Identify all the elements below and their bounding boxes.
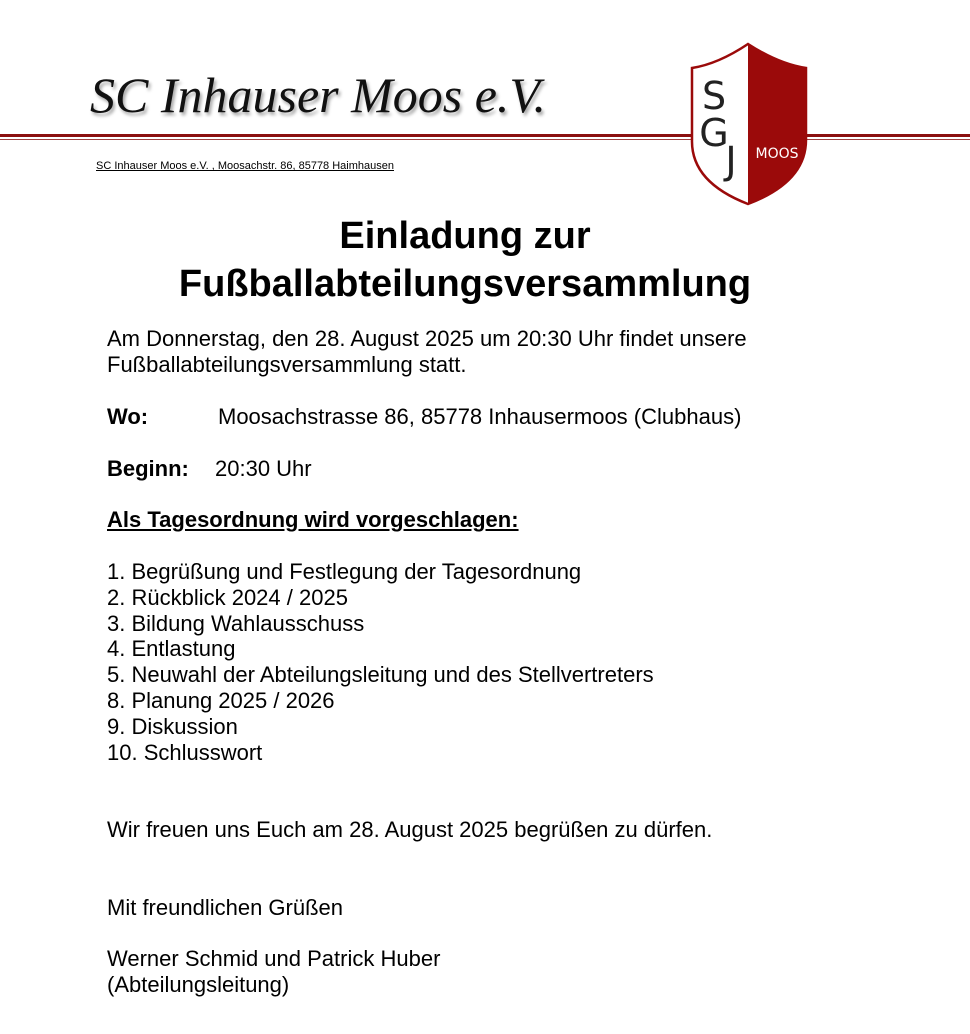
- svg-text:S: S: [701, 74, 727, 118]
- agenda-item: 5. Neuwahl der Abteilungsleitung und des Stellvertreters: [107, 662, 654, 688]
- document-title-line-1: Einladung zur: [339, 215, 591, 257]
- closing-greeting: Mit freundlichen Grüßen: [107, 895, 343, 920]
- intro-line-2: Fußballabteilungsversammlung statt.: [107, 352, 467, 377]
- signatory-names: Werner Schmid und Patrick Huber: [107, 946, 441, 971]
- agenda-item: 3. Bildung Wahlausschuss: [107, 610, 365, 636]
- where-value: Moosachstrasse 86, 85778 Inhausermoos (Clubhaus): [218, 404, 742, 429]
- agenda-item: 4. Entlastung: [107, 636, 236, 662]
- agenda-item: 9. Diskussion: [107, 713, 238, 739]
- agenda-list: [107, 559, 654, 765]
- intro-line-1: Am Donnerstag, den 28. August 2025 um 20:30 Uhr findet unsere: [107, 326, 747, 351]
- club-crest-logo: [686, 42, 811, 207]
- letterhead-rule: [0, 134, 970, 137]
- signatory-role: (Abteilungsleitung): [107, 972, 290, 997]
- start-value: 20:30 Uhr: [215, 456, 312, 481]
- document-title-line-2: Fußballabteilungsversammlung: [178, 263, 752, 305]
- agenda-item: 1. Begrüßung und Festlegung der Tagesordnung: [107, 559, 582, 584]
- agenda-item: 2. Rückblick 2024 / 2025: [107, 584, 348, 610]
- club-name-heading: SC Inhauser Moos e.V.: [90, 67, 547, 123]
- svg-text:MOOS: MOOS: [755, 146, 799, 162]
- start-label: Beginn:: [107, 456, 189, 481]
- closing-message: Wir freuen uns Euch am 28. August 2025 begrüßen zu dürfen.: [107, 817, 713, 842]
- agenda-item: 10. Schlusswort: [107, 739, 263, 765]
- where-label: Wo:: [107, 404, 149, 429]
- letterhead-rule-thin: [0, 139, 970, 140]
- svg-text:J: J: [725, 139, 737, 183]
- svg-text:G: G: [699, 111, 729, 155]
- sender-address-line: SC Inhauser Moos e.V. , Moosachstr. 86, 85778 Haimhausen: [96, 160, 394, 172]
- agenda-heading: Als Tagesordnung wird vorgeschlagen:: [107, 507, 519, 532]
- agenda-item: 8. Planung 2025 / 2026: [107, 687, 335, 713]
